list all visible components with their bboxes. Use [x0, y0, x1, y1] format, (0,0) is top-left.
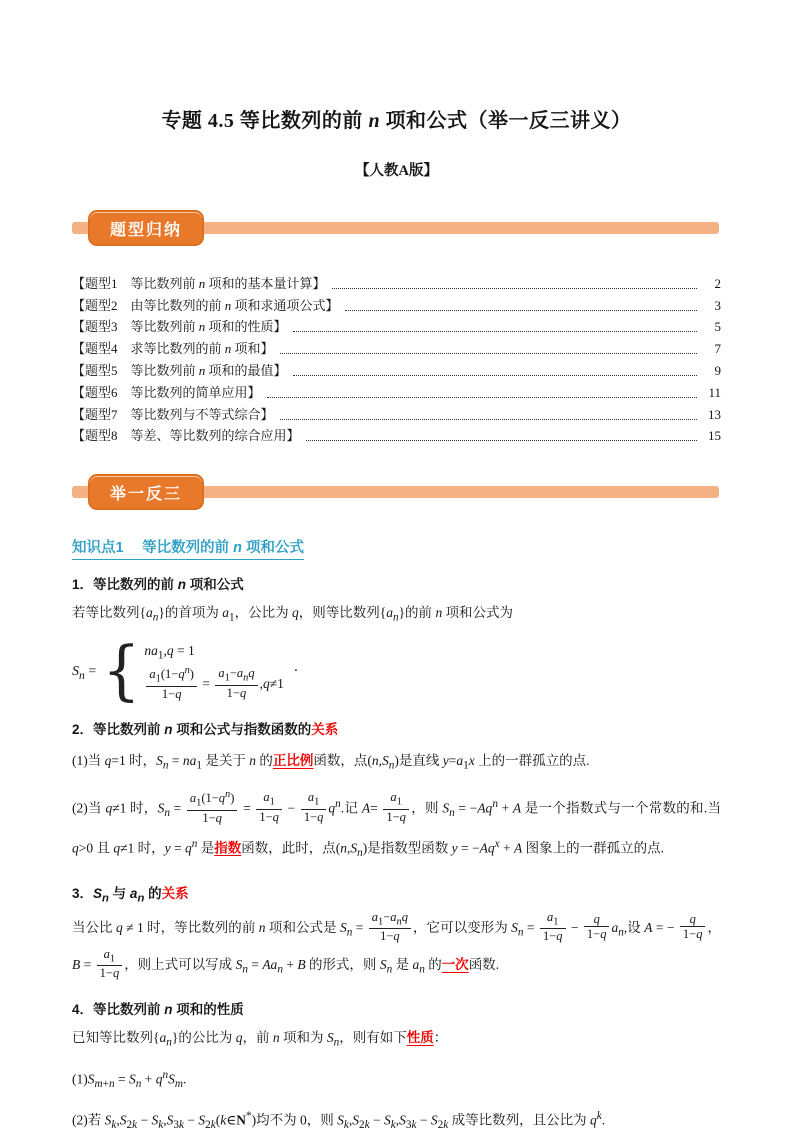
toc-dot-leader	[293, 375, 697, 376]
toc-page-number: 5	[714, 319, 721, 335]
section-4-property-1: $(1)S_{m+n} = S_n + q^nS_m$.	[72, 1068, 187, 1091]
section-1-intro: 若等比数列$\{a_n\}$的首项为 $a_1$，公比为 q，则等比数列$\{a_n\}$的前 n 项和公式为	[72, 605, 514, 625]
knowledge-point-heading-text: 知识点1 等比数列的前 n 项和公式	[72, 536, 304, 560]
toc-page-number: 13	[708, 406, 721, 422]
banner-practice	[72, 474, 721, 510]
toc-item-label[interactable]: 【题型7 等比数列与不等式综合】	[72, 406, 274, 422]
formula-lhs: $S_n$ =	[72, 664, 97, 682]
toc-row[interactable]	[72, 270, 721, 292]
section-1-heading: 1．等比数列的前 n 项和公式	[72, 577, 244, 593]
toc-page-number: 3	[714, 297, 721, 313]
edition-label: 【人教A版】	[355, 163, 438, 179]
section-4-paragraph-1: 已知等比数列$\{a_n\}$的公比为 q，前 n 项和为 $S_n$，则有如下性质：	[72, 1030, 448, 1049]
banner-types	[72, 210, 721, 246]
toc-row[interactable]	[72, 314, 721, 336]
page-title: 专题 4.5 等比数列的前 n 项和公式（举一反三讲义）	[161, 110, 632, 132]
formula-period: ．	[293, 659, 308, 675]
section-2-paragraph-2: (2)当 q≠1 时，$S_n$ = $\frac{a_1(1-q^n)}{1-q}$ = $\frac{a_1}{1-q}$ − $\frac{a_1}{1-q}$ $q^n$.记 A= $\frac{a_1}{1-q}$ ，则 $S_n = -Aq^n + A$ 是一个指数式与一个常数的和.当 q>0 且 q≠1 时，$y = q^n$ 是指数函数，此时，点$(n,S_n)$是指数型函数 $y = -Aq^x + A$ 图象上的一群孤立的点.	[72, 789, 721, 860]
banner-badge-practice: 举一反三	[88, 474, 204, 510]
toc-dot-leader	[332, 288, 697, 289]
section-2-paragraph-1: (1)当 q=1 时，$S_n = na_1$ 是关于 n 的正比例函数，点$(n,S_n)$是直线 $y=a_1x$ 上的一群孤立的点.	[72, 753, 590, 772]
formula-cases	[144, 643, 283, 704]
toc-page-number: 7	[714, 341, 721, 357]
toc-dot-leader	[280, 419, 697, 420]
toc-dot-leader	[345, 310, 697, 311]
toc-item-label[interactable]: 【题型3 等比数列前 n 项和的性质】	[72, 319, 287, 335]
toc-dot-leader	[280, 353, 697, 354]
banner-badge-types: 题型归纳	[88, 210, 204, 246]
toc-row[interactable]	[72, 423, 721, 445]
table-of-contents	[72, 270, 721, 444]
section-3-heading: 3．$S_n$ 与 $a_n$ 的关系	[72, 886, 189, 905]
toc-dot-leader	[267, 397, 697, 398]
toc-row[interactable]	[72, 401, 721, 423]
toc-dot-leader	[293, 331, 697, 332]
section-3-paragraph: 当公比 q ≠ 1 时，等比数列的前 n 项和公式是 $S_n$ = $a_1-a_nq$ 1−q ，它可以变形为 $S_n$ = $\frac{a_1}{1-q}$ − $\frac{q}{1-q}$ $a_n$,设 A = − $\frac{q}{1-q}$ ，B = $\frac{a_1}{1-q}$ ，则上式可以写成 $S_n = Aa_n + B$ 的形式，则 $S_n$ 是 $a_n$ 的一次函数.	[72, 909, 721, 980]
toc-page-number: 2	[714, 275, 721, 291]
section-4-property-2: (2)若 $S_k,S_{2k} - S_k,S_{3k}$ − $S_{2k}(k\in N^*)$均不为 0，则 $S_k,S_{2k} - S_k,S_{3k} - S_{2k}$ 成等比数列，且公比为 $q^k$.	[72, 1110, 606, 1132]
toc-item-label[interactable]: 【题型2 由等比数列的前 n 项和求通项公式】	[72, 297, 339, 313]
toc-item-label[interactable]: 【题型1 等比数列前 n 项和的基本量计算】	[72, 275, 326, 291]
toc-page-number: 9	[714, 362, 721, 378]
toc-row[interactable]	[72, 335, 721, 357]
toc-item-label[interactable]: 【题型8 等差、等比数列的综合应用】	[72, 428, 300, 444]
toc-page-number: 15	[708, 428, 721, 444]
toc-row[interactable]	[72, 357, 721, 379]
section-4-heading: 4．等比数列前 n 项和的性质	[72, 1002, 244, 1018]
left-brace-glyph: {	[102, 633, 141, 709]
toc-item-label[interactable]: 【题型4 求等比数列的前 n 项和】	[72, 341, 274, 357]
toc-item-label[interactable]: 【题型6 等比数列的简单应用】	[72, 384, 261, 400]
toc-row[interactable]	[72, 379, 721, 401]
sum-formula-cases	[72, 633, 721, 709]
toc-row[interactable]	[72, 292, 721, 314]
formula-case-q-not-1: $\frac{a_1(1-q^n)}{1-q}$ = $a_1-a_nq$ 1−q ,q≠1	[144, 667, 283, 703]
toc-item-label[interactable]: 【题型5 等比数列前 n 项和的最值】	[72, 362, 287, 378]
toc-dot-leader	[306, 440, 697, 441]
formula-case-q-equals-1: $na_1,q = 1$	[144, 642, 195, 662]
section-2-heading: 2．等比数列前 n 项和公式与指数函数的关系	[72, 722, 339, 738]
knowledge-point-heading	[72, 536, 721, 560]
toc-page-number: 11	[708, 384, 721, 400]
